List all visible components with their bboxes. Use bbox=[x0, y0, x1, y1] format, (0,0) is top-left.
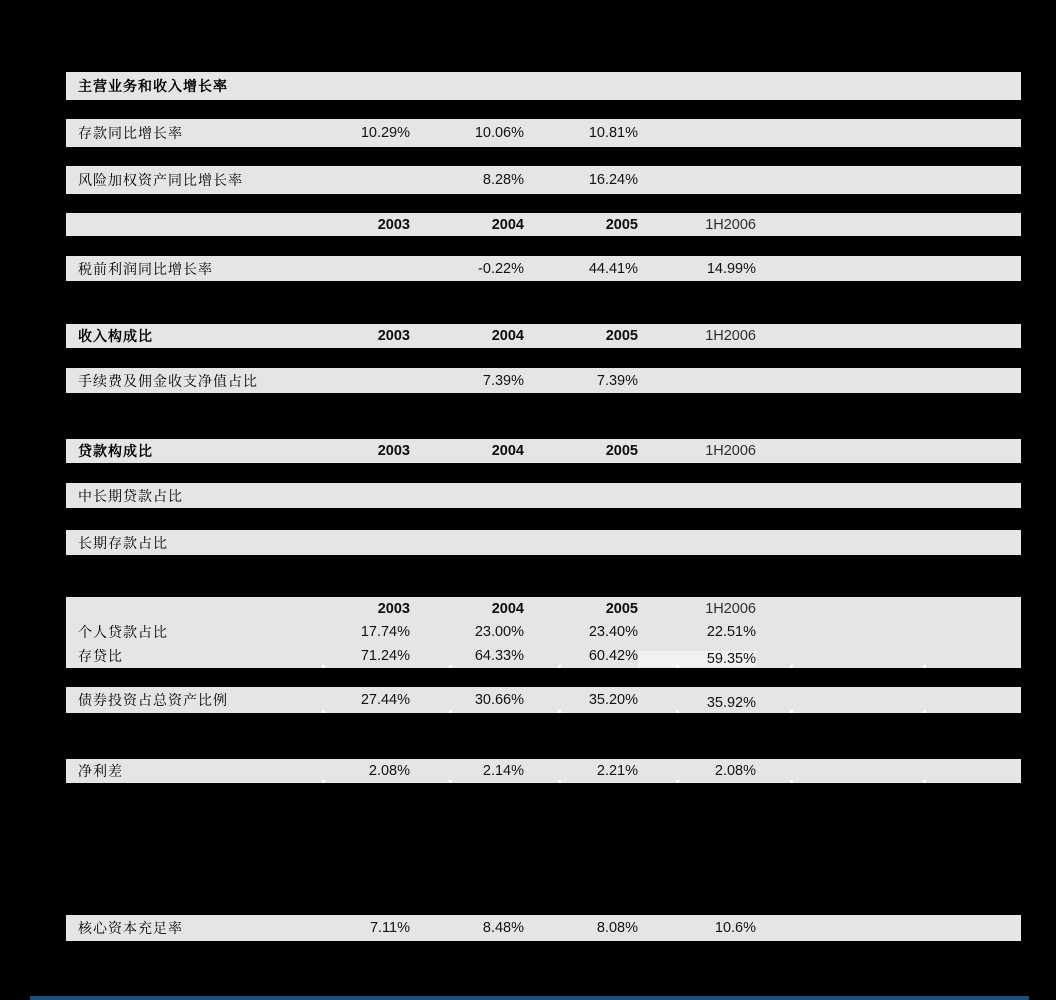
value-cell: 23.00% bbox=[474, 624, 524, 641]
value-cell: 60.42% bbox=[588, 647, 638, 664]
data-block bbox=[66, 597, 1021, 668]
value-cell: 10.6% bbox=[714, 920, 756, 936]
value-cell: 23.40% bbox=[588, 624, 638, 641]
table-row bbox=[66, 644, 1021, 668]
section-year-header-row bbox=[66, 324, 1021, 348]
table-row bbox=[66, 687, 1021, 713]
section-year-header-row bbox=[66, 439, 1021, 463]
table-row bbox=[66, 621, 1021, 645]
value-cell: 7.39% bbox=[596, 372, 638, 389]
value-cell: 27.44% bbox=[360, 692, 410, 708]
row-label: 核心资本充足率 bbox=[78, 922, 183, 937]
value-cell: 7.39% bbox=[482, 372, 524, 389]
row-label: 债券投资占总资产比例 bbox=[78, 694, 228, 709]
year-cell: 2004 bbox=[491, 600, 524, 617]
year-cell: 2004 bbox=[491, 216, 524, 233]
value-cell: 10.06% bbox=[474, 125, 524, 141]
cell-divider-tick bbox=[449, 665, 452, 668]
row-label: 长期存款占比 bbox=[78, 536, 168, 552]
year-header-row bbox=[66, 213, 1021, 236]
cell-divider-tick bbox=[558, 665, 561, 668]
year-cell: 2003 bbox=[377, 443, 410, 459]
value-cell: 8.48% bbox=[482, 920, 524, 936]
section-header-row bbox=[66, 72, 1021, 100]
cell-divider-tick bbox=[790, 710, 793, 713]
section-title: 贷款构成比 bbox=[78, 445, 153, 460]
cell-divider-tick bbox=[322, 710, 325, 713]
value-cell: 17.74% bbox=[360, 624, 410, 641]
row-label: 存款同比增长率 bbox=[78, 127, 183, 142]
year-cell: 1H2006 bbox=[705, 443, 756, 459]
year-cell: 2005 bbox=[605, 328, 638, 344]
year-cell: 2005 bbox=[605, 443, 638, 459]
section-title: 主营业务和收入增长率 bbox=[78, 80, 228, 95]
year-cell: 2005 bbox=[605, 600, 638, 617]
cell-divider-tick bbox=[676, 665, 679, 668]
value-cell: 35.20% bbox=[588, 692, 638, 708]
cell-divider-tick bbox=[790, 665, 793, 668]
year-cell: 2004 bbox=[491, 443, 524, 459]
table-row bbox=[66, 368, 1021, 393]
table-row bbox=[66, 119, 1021, 147]
table-row bbox=[66, 915, 1021, 941]
year-cell: 2003 bbox=[377, 328, 410, 344]
value-cell: 10.29% bbox=[360, 125, 410, 141]
bottom-accent-bar bbox=[30, 996, 1029, 1000]
year-cell: 1H2006 bbox=[705, 600, 756, 617]
table-row bbox=[66, 256, 1021, 281]
value-cell: 2.14% bbox=[482, 763, 524, 779]
cell-divider-tick bbox=[449, 710, 452, 713]
value-cell: 59.35% bbox=[638, 651, 756, 667]
year-cell: 1H2006 bbox=[705, 328, 756, 344]
table-row bbox=[66, 759, 1021, 783]
row-label: 净利差 bbox=[78, 765, 123, 780]
year-cell: 2005 bbox=[605, 216, 638, 233]
row-label: 税前利润同比增长率 bbox=[78, 262, 213, 278]
value-cell: 2.21% bbox=[596, 763, 638, 779]
cell-divider-tick bbox=[558, 780, 561, 783]
value-cell: 2.08% bbox=[368, 763, 410, 779]
cell-divider-tick bbox=[923, 710, 926, 713]
section-title: 收入构成比 bbox=[78, 330, 153, 345]
cell-divider-tick bbox=[449, 780, 452, 783]
row-label: 中长期贷款占比 bbox=[78, 489, 183, 505]
cell-divider-tick bbox=[558, 710, 561, 713]
row-label: 手续费及佣金收支净值占比 bbox=[78, 374, 258, 390]
row-label: 个人贷款占比 bbox=[78, 626, 168, 642]
year-cell: 2003 bbox=[377, 600, 410, 617]
value-cell: 30.66% bbox=[474, 692, 524, 708]
cell-divider-tick bbox=[923, 665, 926, 668]
value-cell: 8.28% bbox=[482, 172, 524, 188]
cell-divider-tick bbox=[676, 710, 679, 713]
value-cell: 71.24% bbox=[360, 647, 410, 664]
table-row bbox=[66, 483, 1021, 508]
value-cell: 44.41% bbox=[588, 260, 638, 277]
table-row bbox=[66, 166, 1021, 194]
value-cell: 35.92% bbox=[706, 695, 756, 711]
table-row bbox=[66, 530, 1021, 555]
year-cell: 2003 bbox=[377, 216, 410, 233]
cell-divider-tick bbox=[676, 780, 679, 783]
cell-divider-tick bbox=[322, 665, 325, 668]
value-cell: 16.24% bbox=[588, 172, 638, 188]
year-header-row bbox=[66, 597, 1021, 621]
year-cell: 1H2006 bbox=[705, 216, 756, 233]
value-cell: 64.33% bbox=[474, 647, 524, 664]
cell-divider-tick bbox=[923, 780, 926, 783]
value-cell: 2.08% bbox=[714, 763, 756, 779]
row-label: 风险加权资产同比增长率 bbox=[78, 174, 243, 189]
value-cell: 10.81% bbox=[588, 125, 638, 141]
row-label: 存贷比 bbox=[78, 649, 123, 665]
value-cell: 14.99% bbox=[706, 260, 756, 277]
year-cell: 2004 bbox=[491, 328, 524, 344]
value-cell: 22.51% bbox=[706, 624, 756, 641]
value-cell: 8.08% bbox=[596, 920, 638, 936]
cell-divider-tick bbox=[790, 780, 793, 783]
value-cell: 7.11% bbox=[369, 920, 410, 936]
cell-divider-tick bbox=[322, 780, 325, 783]
value-cell: -0.22% bbox=[478, 260, 524, 277]
